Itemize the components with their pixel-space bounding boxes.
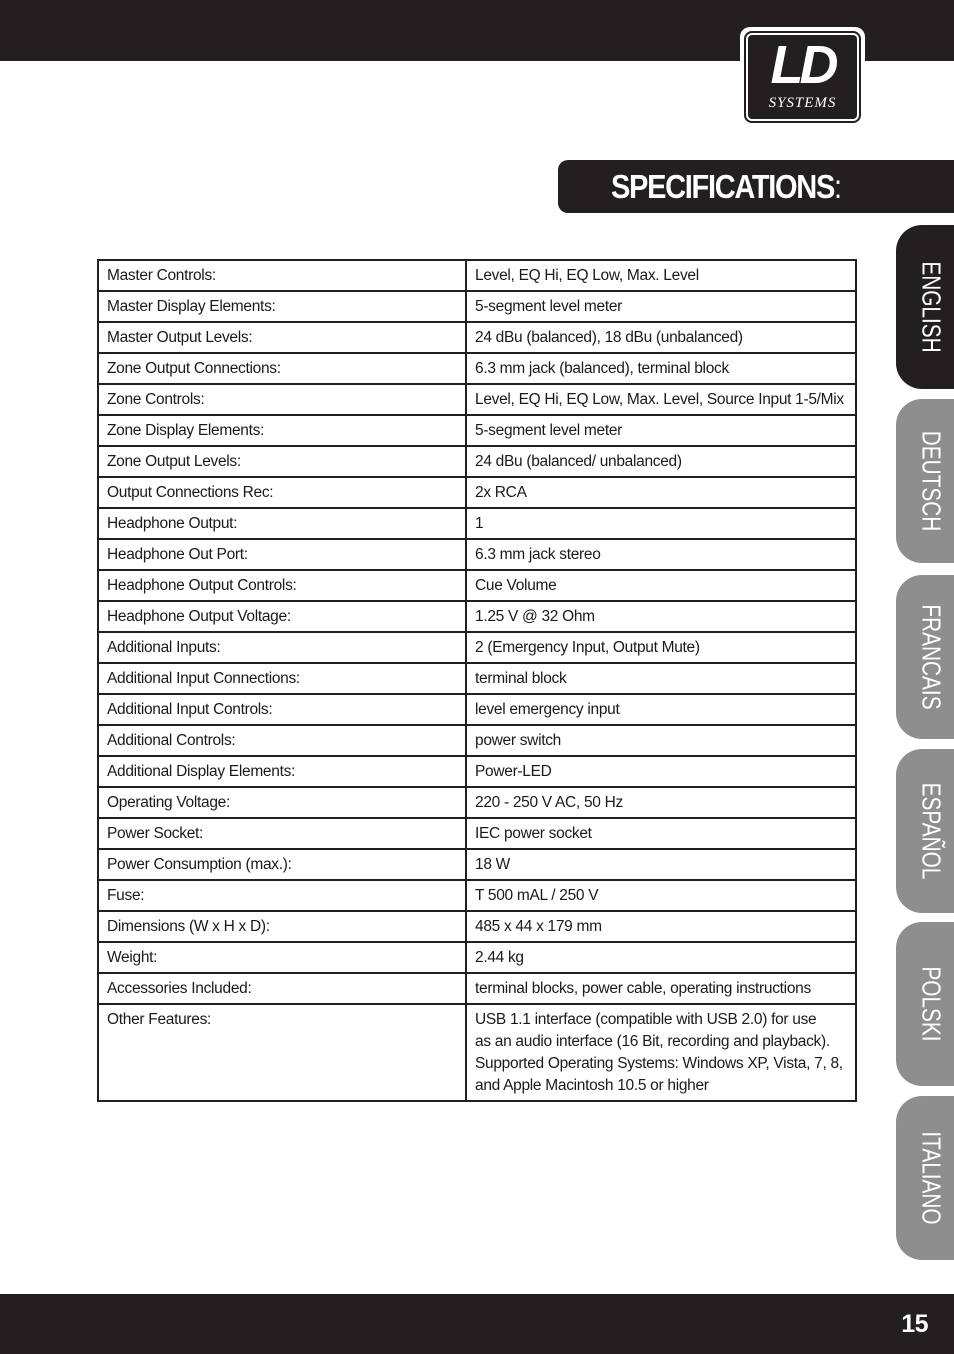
spec-value: 2 (Emergency Input, Output Mute) <box>466 632 856 663</box>
spec-label: Zone Output Connections: <box>98 353 466 384</box>
spec-label: Weight: <box>98 942 466 973</box>
spec-label: Headphone Out Port: <box>98 539 466 570</box>
table-row <box>98 880 856 911</box>
tab-francais[interactable] <box>896 575 954 739</box>
spec-value: 6.3 mm jack stereo <box>466 539 856 570</box>
table-row <box>98 663 856 694</box>
spec-label: Dimensions (W x H x D): <box>98 911 466 942</box>
spec-value: 24 dBu (balanced), 18 dBu (unbalanced) <box>466 322 856 353</box>
table-row <box>98 291 856 322</box>
table-row <box>98 601 856 632</box>
table-row <box>98 1004 856 1101</box>
spec-label: Additional Display Elements: <box>98 756 466 787</box>
spec-label: Zone Display Elements: <box>98 415 466 446</box>
spec-value: 220 - 250 V AC, 50 Hz <box>466 787 856 818</box>
logo-sub-text: SYSTEMS <box>768 95 837 111</box>
spec-value: 1.25 V @ 32 Ohm <box>466 601 856 632</box>
table-row <box>98 756 856 787</box>
table-row <box>98 508 856 539</box>
spec-label: Fuse: <box>98 880 466 911</box>
spec-value: Power-LED <box>466 756 856 787</box>
tab-espanol[interactable] <box>896 749 954 913</box>
spec-value: 2.44 kg <box>466 942 856 973</box>
section-header <box>558 160 954 213</box>
table-row <box>98 973 856 1004</box>
spec-label: Headphone Output Voltage: <box>98 601 466 632</box>
spec-value: Cue Volume <box>466 570 856 601</box>
section-title-colon: : <box>834 168 843 205</box>
spec-value: Level, EQ Hi, EQ Low, Max. Level <box>466 260 856 291</box>
spec-value: 2x RCA <box>466 477 856 508</box>
spec-value: terminal blocks, power cable, operating instructions <box>466 973 856 1004</box>
tab-francais-label: FRANCAIS <box>916 604 947 710</box>
bottom-bar <box>0 1294 954 1354</box>
spec-value-line: USB 1.1 interface (compatible with USB 2.0) for use <box>475 1011 817 1028</box>
table-row <box>98 942 856 973</box>
spec-label: Other Features: <box>98 1004 466 1101</box>
tab-polski-label: POLSKI <box>916 966 947 1042</box>
table-row <box>98 570 856 601</box>
logo-badge <box>744 31 861 123</box>
spec-value <box>466 1004 856 1101</box>
spec-value-line: Supported Operating Systems: Windows XP, Vista, 7, 8, <box>475 1055 843 1072</box>
table-row <box>98 849 856 880</box>
spec-value: 5-segment level meter <box>466 415 856 446</box>
spec-value-line: and Apple Macintosh 10.5 or higher <box>475 1077 709 1094</box>
spec-value: 5-segment level meter <box>466 291 856 322</box>
tab-polski[interactable] <box>896 922 954 1086</box>
table-row <box>98 911 856 942</box>
table-row <box>98 260 856 291</box>
table-row <box>98 384 856 415</box>
tab-italiano[interactable] <box>896 1096 954 1260</box>
ld-systems-logo <box>740 27 865 127</box>
logo-main-text: LD <box>770 35 835 95</box>
table-row <box>98 322 856 353</box>
spec-value: 6.3 mm jack (balanced), terminal block <box>466 353 856 384</box>
spec-label: Master Display Elements: <box>98 291 466 322</box>
spec-label: Headphone Output Controls: <box>98 570 466 601</box>
spec-value: 18 W <box>466 849 856 880</box>
spec-label: Master Controls: <box>98 260 466 291</box>
section-title-text: SPECIFICATIONS <box>611 168 835 205</box>
spec-label: Headphone Output: <box>98 508 466 539</box>
spec-value: 1 <box>466 508 856 539</box>
tab-espanol-label: ESPAÑOL <box>916 782 947 880</box>
table-row <box>98 694 856 725</box>
spec-label: Additional Inputs: <box>98 632 466 663</box>
spec-label: Zone Controls: <box>98 384 466 415</box>
spec-value: 24 dBu (balanced/ unbalanced) <box>466 446 856 477</box>
spec-label: Output Connections Rec: <box>98 477 466 508</box>
table-row <box>98 415 856 446</box>
table-row <box>98 353 856 384</box>
table-row <box>98 477 856 508</box>
spec-value: level emergency input <box>466 694 856 725</box>
section-title <box>611 168 842 206</box>
spec-value: IEC power socket <box>466 818 856 849</box>
page-number: 15 <box>901 1310 928 1338</box>
spec-label: Zone Output Levels: <box>98 446 466 477</box>
spec-label: Accessories Included: <box>98 973 466 1004</box>
tab-italiano-label: ITALIANO <box>916 1131 947 1225</box>
spec-value: 485 x 44 x 179 mm <box>466 911 856 942</box>
spec-value: terminal block <box>466 663 856 694</box>
tab-english[interactable] <box>896 225 954 389</box>
table-row <box>98 787 856 818</box>
table-row <box>98 725 856 756</box>
tab-deutsch-label: DEUTSCH <box>916 430 947 532</box>
spec-label: Operating Voltage: <box>98 787 466 818</box>
spec-label: Additional Input Controls: <box>98 694 466 725</box>
spec-label: Power Socket: <box>98 818 466 849</box>
spec-label: Additional Input Connections: <box>98 663 466 694</box>
table-row <box>98 632 856 663</box>
spec-label: Power Consumption (max.): <box>98 849 466 880</box>
spec-value-line: as an audio interface (16 Bit, recording and playback). <box>475 1033 830 1050</box>
spec-value: power switch <box>466 725 856 756</box>
table-row <box>98 446 856 477</box>
spec-value: T 500 mAL / 250 V <box>466 880 856 911</box>
tab-english-label: ENGLISH <box>916 261 947 353</box>
table-row <box>98 818 856 849</box>
spec-label: Master Output Levels: <box>98 322 466 353</box>
table-row <box>98 539 856 570</box>
specifications-table <box>97 259 857 1102</box>
spec-value: Level, EQ Hi, EQ Low, Max. Level, Source Input 1-5/Mix <box>466 384 856 415</box>
spec-label: Additional Controls: <box>98 725 466 756</box>
tab-deutsch[interactable] <box>896 399 954 563</box>
